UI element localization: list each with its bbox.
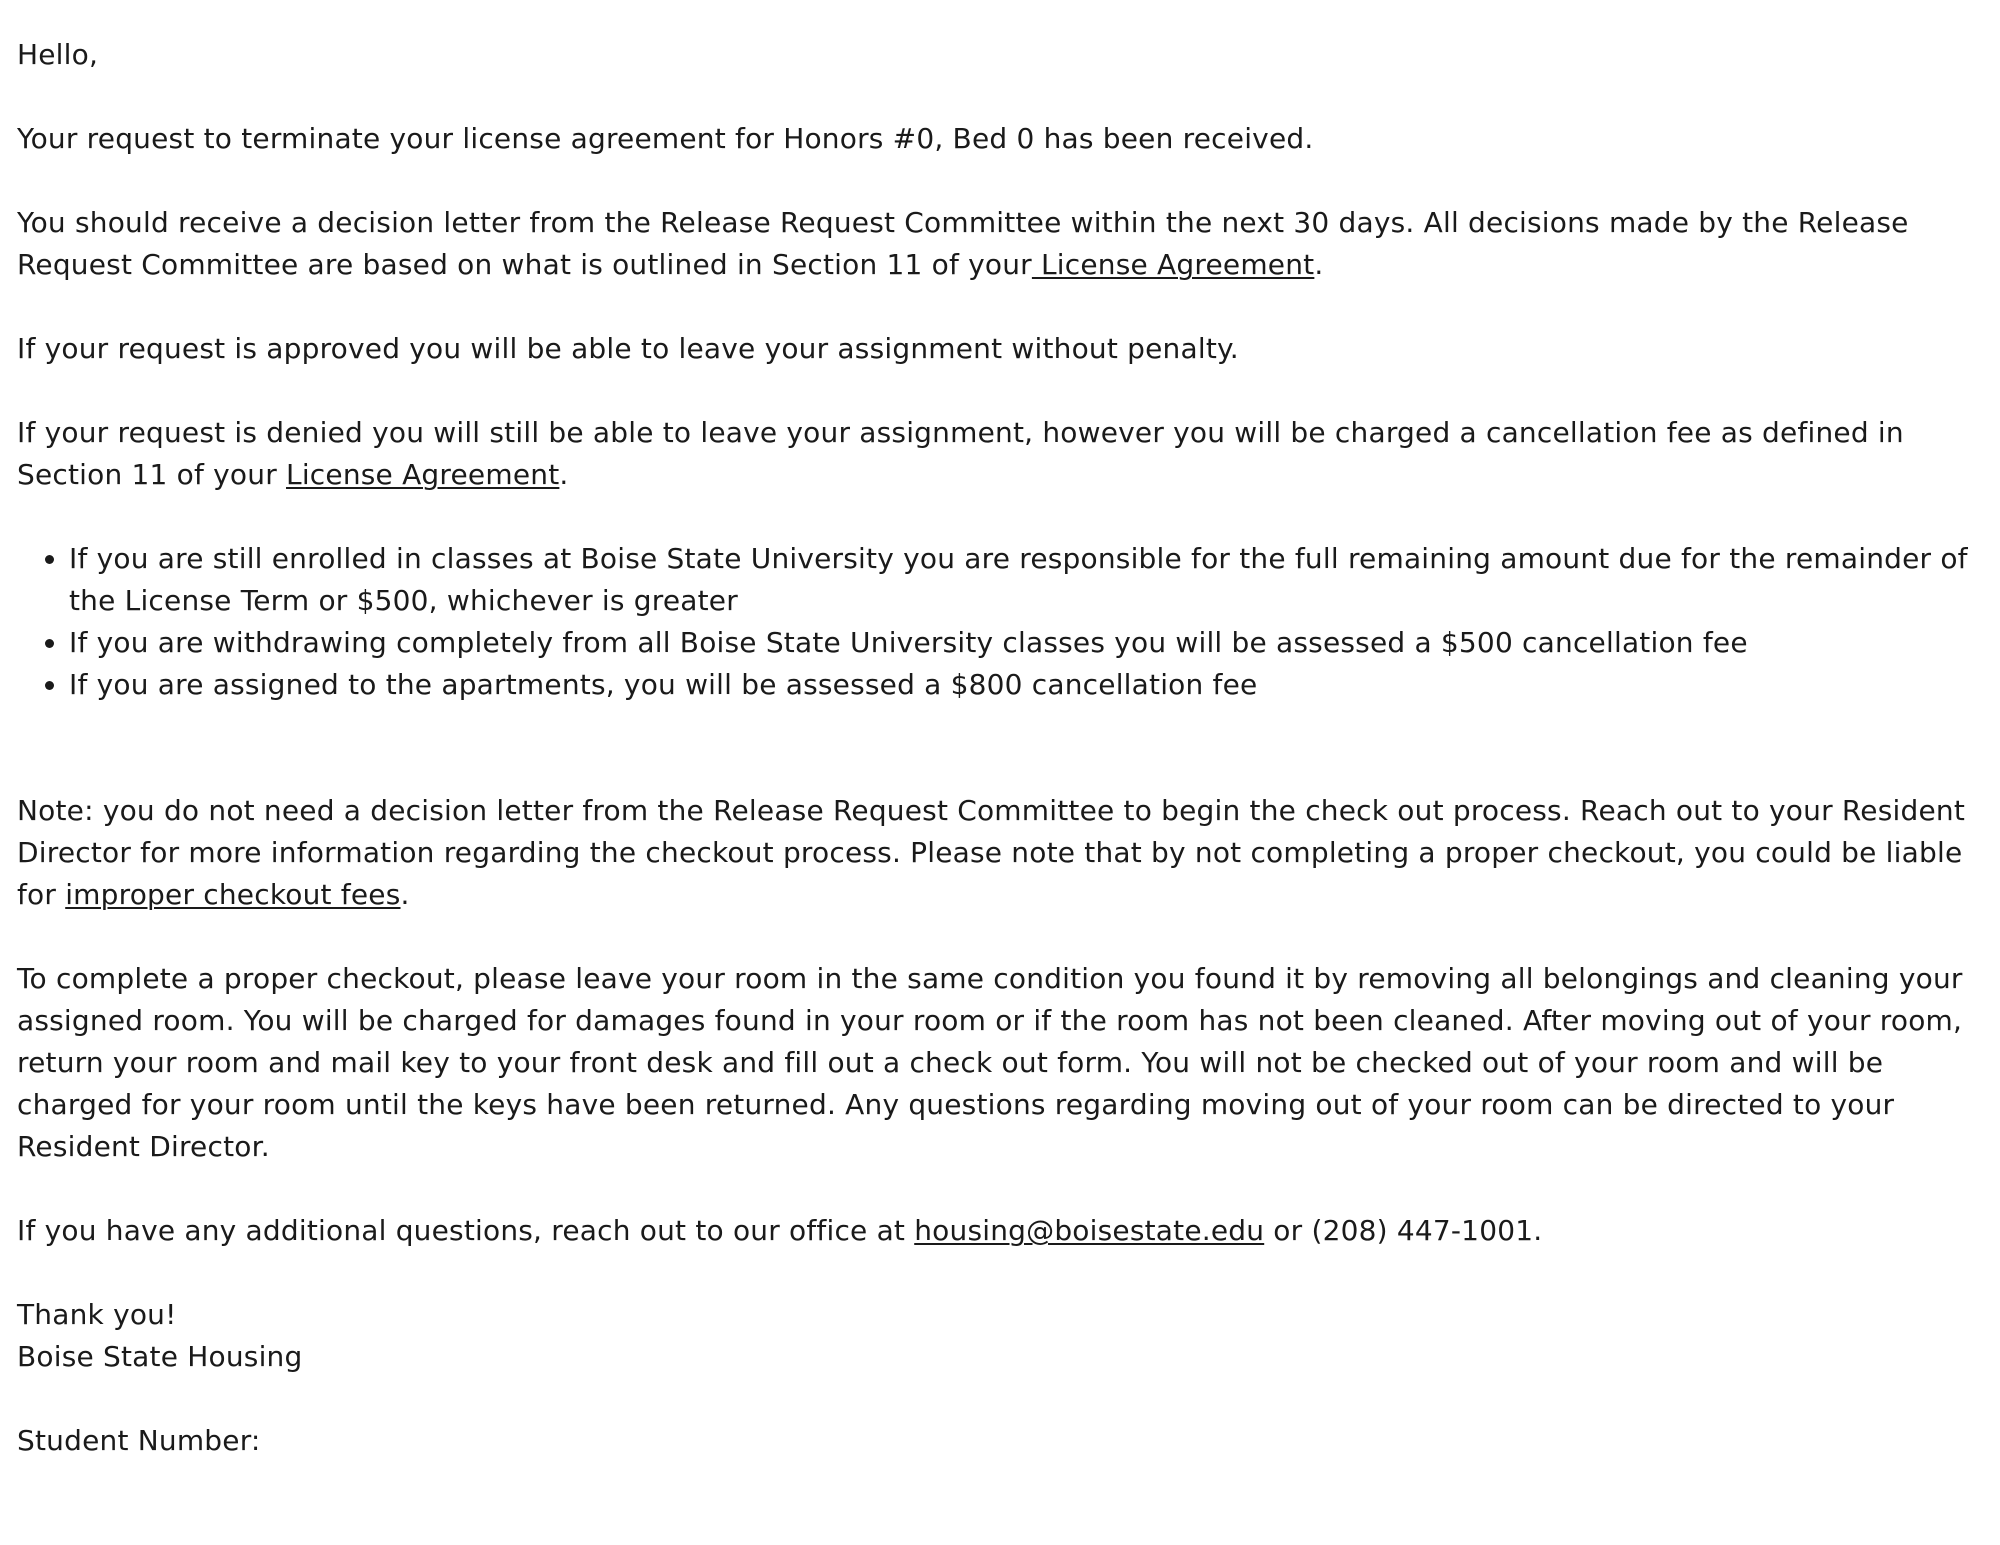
contact-paragraph xyxy=(17,1210,1987,1252)
contact-phone-text: or (208) 447-1001. xyxy=(1264,1214,1543,1247)
greeting: Hello, xyxy=(17,38,99,71)
checkout-paragraph: To complete a proper checkout, please leave your room in the same condition you found it by removing all belongings and cleaning your assigned room. You will be charged for damages found in your room or if the room has not been cleaned. After moving out of your room, return your room and mail key to your front desk and fill out a check out form. You will not be checked out of your room and will be charged for your room until the keys have been returned. Any questions regarding moving out of your room can be directed to your Resident Director. xyxy=(17,962,1963,1163)
note-period: . xyxy=(400,878,410,911)
denied-period: . xyxy=(559,458,569,491)
housing-email-link[interactable]: housing@boisestate.edu xyxy=(914,1214,1265,1247)
license-agreement-link-2[interactable]: License Agreement xyxy=(286,458,560,491)
fee-list-item: • If you are withdrawing completely from all Boise State University classes you will be assessed a $500 cancellation fee xyxy=(69,622,1987,664)
thank-you-line: Thank you! xyxy=(17,1298,177,1331)
decision-period: . xyxy=(1314,248,1324,281)
student-number-label: Student Number: xyxy=(17,1424,261,1457)
note-paragraph xyxy=(17,790,1987,916)
contact-text: If you have any additional questions, reach out to our office at xyxy=(17,1214,915,1247)
decision-text: You should receive a decision letter from the Release Request Committee within the next 30 days. All decisions made by the Release Request Committee are based on what is outlined in Section 11 of your xyxy=(17,206,1909,281)
note-text: Note: you do not need a decision letter from the Release Request Committee to begin the check out process. Reach out to your Resident Director for more information regarding the checkout process. Please note that by not completing a proper checkout, you could be liable for xyxy=(17,794,1966,911)
denied-paragraph xyxy=(17,412,1987,496)
request-received-paragraph: Your request to terminate your license agreement for Honors #0, Bed 0 has been received. xyxy=(17,122,1314,155)
signature-org: Boise State Housing xyxy=(17,1340,303,1373)
fee-list xyxy=(17,538,1987,706)
fee-list-item: • If you are assigned to the apartments, you will be assessed a $800 cancellation fee xyxy=(69,664,1987,706)
license-agreement-link[interactable]: License Agreement xyxy=(1031,248,1315,281)
letter-body xyxy=(17,34,1987,1504)
decision-paragraph xyxy=(17,202,1987,286)
approved-paragraph: If your request is approved you will be able to leave your assignment without penalty. xyxy=(17,332,1239,365)
denied-text: If your request is denied you will still be able to leave your assignment, however you will be charged a cancellation fee as defined in Section 11 of your xyxy=(17,416,1904,491)
fee-list-item: • If you are still enrolled in classes at Boise State University you are responsible for the full remaining amount due for the remainder of the License Term or $500, whichever is greater xyxy=(69,538,1987,622)
improper-checkout-fees-link[interactable]: improper checkout fees xyxy=(65,878,401,911)
